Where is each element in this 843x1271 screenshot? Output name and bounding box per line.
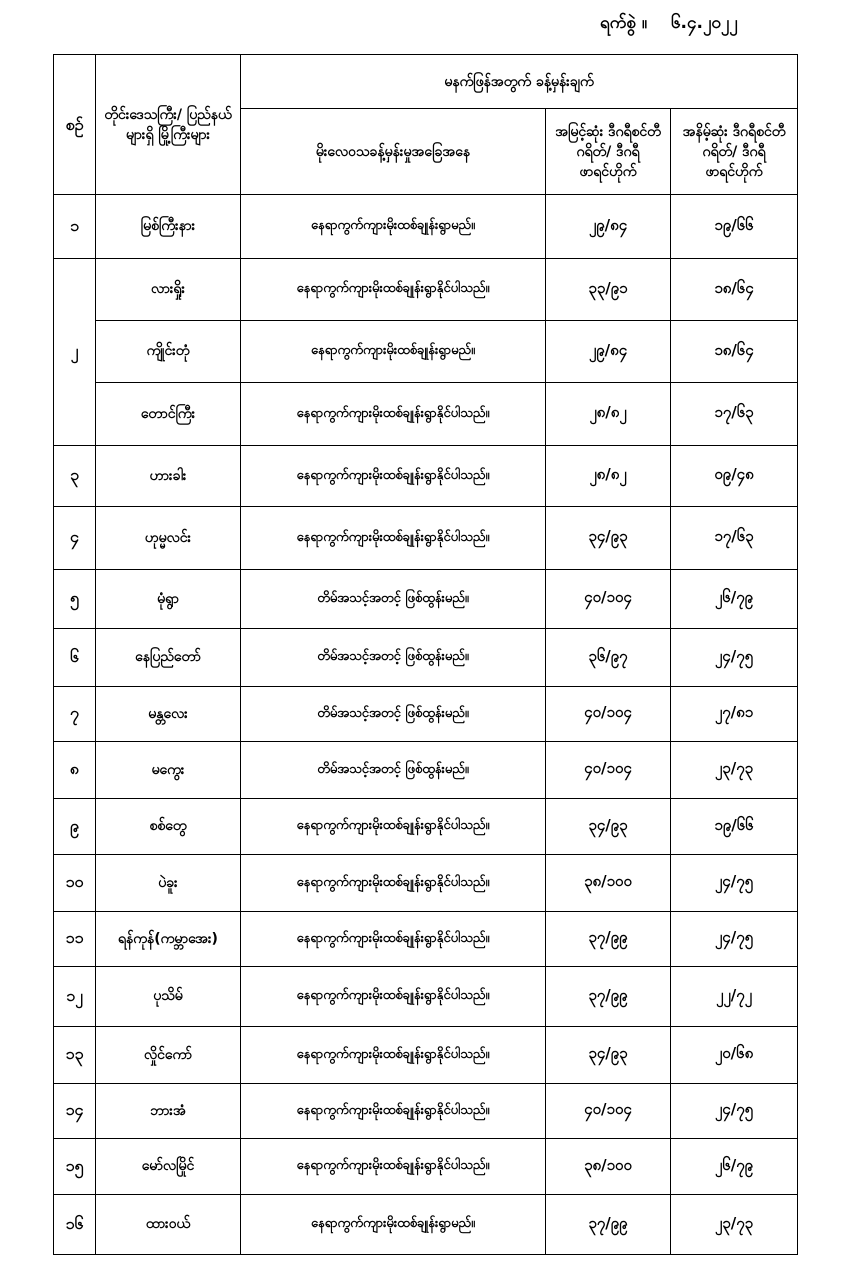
table-header xyxy=(54,55,798,195)
table-row xyxy=(54,259,798,321)
cell-max-temp: ၃၃/၉၁ xyxy=(546,259,671,321)
cell-serial: ၁၀ xyxy=(54,855,96,912)
cell-city: တောင်ကြီး xyxy=(96,383,241,446)
cell-city: ထားဝယ် xyxy=(96,1195,241,1255)
cell-condition: နေရာကွက်ကျားမိုးထစ်ချုန်းရွာနိုင်ပါသည်။ xyxy=(241,507,546,570)
cell-city: ဟားခါး xyxy=(96,446,241,507)
cell-min-temp: ၂၄/၇၅ xyxy=(671,629,798,687)
header-min-temp: အနိမ့်ဆုံး ဒီဂရီစင်တီဂရိတ်/ ဒီဂရီဖာရင်ဟိုက် xyxy=(671,109,798,195)
cell-serial: ၆ xyxy=(54,629,96,687)
table-row xyxy=(54,1139,798,1195)
cell-max-temp: ၄၀/၁၀၄ xyxy=(546,570,671,629)
cell-serial: ၉ xyxy=(54,799,96,855)
cell-condition: နေရာကွက်ကျားမိုးထစ်ချုန်းရွာမည်။ xyxy=(241,321,546,383)
cell-min-temp: ၂၂/၇၂ xyxy=(671,967,798,1027)
cell-condition: နေရာကွက်ကျားမိုးထစ်ချုန်းရွာမည်။ xyxy=(241,195,546,259)
cell-city: မြစ်ကြီးနား xyxy=(96,195,241,259)
cell-serial: ၁၆ xyxy=(54,1195,96,1255)
table-row xyxy=(54,1195,798,1255)
cell-city: နေပြည်တော် xyxy=(96,629,241,687)
cell-max-temp: ၃၄/၉၃ xyxy=(546,1027,671,1084)
cell-max-temp: ၃၇/၉၉ xyxy=(546,912,671,967)
table-row xyxy=(54,321,798,383)
table-row xyxy=(54,855,798,912)
header-max-temp: အမြင့်ဆုံး ဒီဂရီစင်တီဂရိတ်/ ဒီဂရီဖာရင်ဟိုက် xyxy=(546,109,671,195)
cell-max-temp: ၃၇/၉၉ xyxy=(546,967,671,1027)
cell-min-temp: ၂၃/၇၃ xyxy=(671,1195,798,1255)
cell-max-temp: ၂၈/၈၂ xyxy=(546,383,671,446)
cell-serial: ၁၄ xyxy=(54,1084,96,1139)
table-body xyxy=(54,195,798,1255)
date-label: ရက်စွဲ ။ xyxy=(600,13,648,33)
cell-condition: နေရာကွက်ကျားမိုးထစ်ချုန်းရွာနိုင်ပါသည်။ xyxy=(241,1027,546,1084)
cell-city: ရန်ကုန်(ကမ္ဘာအေး) xyxy=(96,912,241,967)
cell-serial: ၈ xyxy=(54,742,96,799)
cell-condition: နေရာကွက်ကျားမိုးထစ်ချုန်းရွာနိုင်ပါသည်။ xyxy=(241,446,546,507)
cell-city: ဘားအံ xyxy=(96,1084,241,1139)
cell-min-temp: ၂၀/၆၈ xyxy=(671,1027,798,1084)
cell-serial: ၁၁ xyxy=(54,912,96,967)
cell-max-temp: ၂၈/၈၂ xyxy=(546,446,671,507)
cell-min-temp: ၂၄/၇၅ xyxy=(671,912,798,967)
cell-min-temp: ၂၇/၈၁ xyxy=(671,687,798,742)
cell-min-temp: ၁၈/၆၄ xyxy=(671,321,798,383)
cell-max-temp: ၃၈/၁၀၀ xyxy=(546,855,671,912)
cell-max-temp: ၃၄/၉၃ xyxy=(546,507,671,570)
cell-city: လှိုင်ကော် xyxy=(96,1027,241,1084)
cell-serial: ၂ xyxy=(54,259,96,446)
cell-min-temp: ၂၆/၇၉ xyxy=(671,570,798,629)
cell-city: မန္တလေး xyxy=(96,687,241,742)
cell-condition: နေရာကွက်ကျားမိုးထစ်ချုန်းရွာနိုင်ပါသည်။ xyxy=(241,912,546,967)
cell-max-temp: ၃၆/၉၇ xyxy=(546,629,671,687)
date-value: ၆.၄.၂၀၂၂ xyxy=(670,13,738,33)
cell-min-temp: ၂၃/၇၃ xyxy=(671,742,798,799)
cell-city: လားရှိုး xyxy=(96,259,241,321)
cell-max-temp: ၄၀/၁၀၄ xyxy=(546,742,671,799)
cell-condition: တိမ်အသင့်အတင့် ဖြစ်ထွန်းမည်။ xyxy=(241,629,546,687)
table-row xyxy=(54,570,798,629)
cell-city: ဟုမ္မလင်း xyxy=(96,507,241,570)
cell-max-temp: ၃၄/၉၃ xyxy=(546,799,671,855)
table-row xyxy=(54,383,798,446)
cell-serial: ၁၅ xyxy=(54,1139,96,1195)
cell-serial: ၁၂ xyxy=(54,967,96,1027)
table-row xyxy=(54,629,798,687)
cell-city: စစ်တွေ xyxy=(96,799,241,855)
cell-min-temp: ၁၇/၆၃ xyxy=(671,383,798,446)
header-serial: စဉ် xyxy=(54,55,96,195)
cell-condition: နေရာကွက်ကျားမိုးထစ်ချုန်းရွာနိုင်ပါသည်။ xyxy=(241,1084,546,1139)
table-row xyxy=(54,195,798,259)
report-date xyxy=(600,12,800,42)
header-region: တိုင်းဒေသကြီး/ ပြည်နယ်များရှိ မြို့ကြီးများ xyxy=(96,55,241,195)
cell-min-temp: ၂၄/၇၅ xyxy=(671,855,798,912)
cell-city: ကျိုင်းတုံ xyxy=(96,321,241,383)
cell-min-temp: ၀၉/၄၈ xyxy=(671,446,798,507)
cell-min-temp: ၂၆/၇၉ xyxy=(671,1139,798,1195)
table-row xyxy=(54,507,798,570)
cell-serial: ၁၃ xyxy=(54,1027,96,1084)
cell-city: ပုသိမ် xyxy=(96,967,241,1027)
table-row xyxy=(54,1027,798,1084)
cell-max-temp: ၄၀/၁၀၄ xyxy=(546,687,671,742)
cell-min-temp: ၂၄/၇၅ xyxy=(671,1084,798,1139)
cell-serial: ၁ xyxy=(54,195,96,259)
header-condition: မိုးလေဝသခန့်မှန်းမှုအခြေအနေ xyxy=(241,109,546,195)
cell-condition: နေရာကွက်ကျားမိုးထစ်ချုန်းရွာနိုင်ပါသည်။ xyxy=(241,383,546,446)
cell-min-temp: ၁၉/၆၆ xyxy=(671,195,798,259)
cell-serial: ၅ xyxy=(54,570,96,629)
cell-max-temp: ၂၉/၈၄ xyxy=(546,195,671,259)
cell-max-temp: ၂၉/၈၄ xyxy=(546,321,671,383)
cell-max-temp: ၃၇/၉၉ xyxy=(546,1195,671,1255)
forecast-table xyxy=(53,54,798,1255)
table-row xyxy=(54,1084,798,1139)
cell-condition: တိမ်အသင့်အတင့် ဖြစ်ထွန်းမည်။ xyxy=(241,570,546,629)
cell-condition: နေရာကွက်ကျားမိုးထစ်ချုန်းရွာနိုင်ပါသည်။ xyxy=(241,259,546,321)
cell-condition: တိမ်အသင့်အတင့် ဖြစ်ထွန်းမည်။ xyxy=(241,742,546,799)
cell-serial: ၃ xyxy=(54,446,96,507)
table-row xyxy=(54,799,798,855)
table-row xyxy=(54,967,798,1027)
cell-city: မုံရွာ xyxy=(96,570,241,629)
table-row xyxy=(54,742,798,799)
table-row xyxy=(54,912,798,967)
cell-condition: နေရာကွက်ကျားမိုးထစ်ချုန်းရွာနိုင်ပါသည်။ xyxy=(241,855,546,912)
cell-condition: နေရာကွက်ကျားမိုးထစ်ချုန်းရွာမည်။ xyxy=(241,1195,546,1255)
table-row xyxy=(54,446,798,507)
header-forecast: မနက်ဖြန်အတွက် ခန့်မှန်းချက် xyxy=(241,55,798,109)
cell-condition: နေရာကွက်ကျားမိုးထစ်ချုန်းရွာနိုင်ပါသည်။ xyxy=(241,799,546,855)
cell-serial: ၇ xyxy=(54,687,96,742)
cell-condition: နေရာကွက်ကျားမိုးထစ်ချုန်းရွာနိုင်ပါသည်။ xyxy=(241,967,546,1027)
cell-city: ပဲခူး xyxy=(96,855,241,912)
table-row xyxy=(54,687,798,742)
cell-min-temp: ၁၇/၆၃ xyxy=(671,507,798,570)
cell-city: မကွေး xyxy=(96,742,241,799)
cell-serial: ၄ xyxy=(54,507,96,570)
cell-condition: နေရာကွက်ကျားမိုးထစ်ချုန်းရွာနိုင်ပါသည်။ xyxy=(241,1139,546,1195)
cell-max-temp: ၃၈/၁၀၀ xyxy=(546,1139,671,1195)
cell-max-temp: ၄၀/၁၀၄ xyxy=(546,1084,671,1139)
cell-min-temp: ၁၉/၆၆ xyxy=(671,799,798,855)
cell-min-temp: ၁၈/၆၄ xyxy=(671,259,798,321)
cell-condition: တိမ်အသင့်အတင့် ဖြစ်ထွန်းမည်။ xyxy=(241,687,546,742)
cell-city: မော်လမြိုင် xyxy=(96,1139,241,1195)
